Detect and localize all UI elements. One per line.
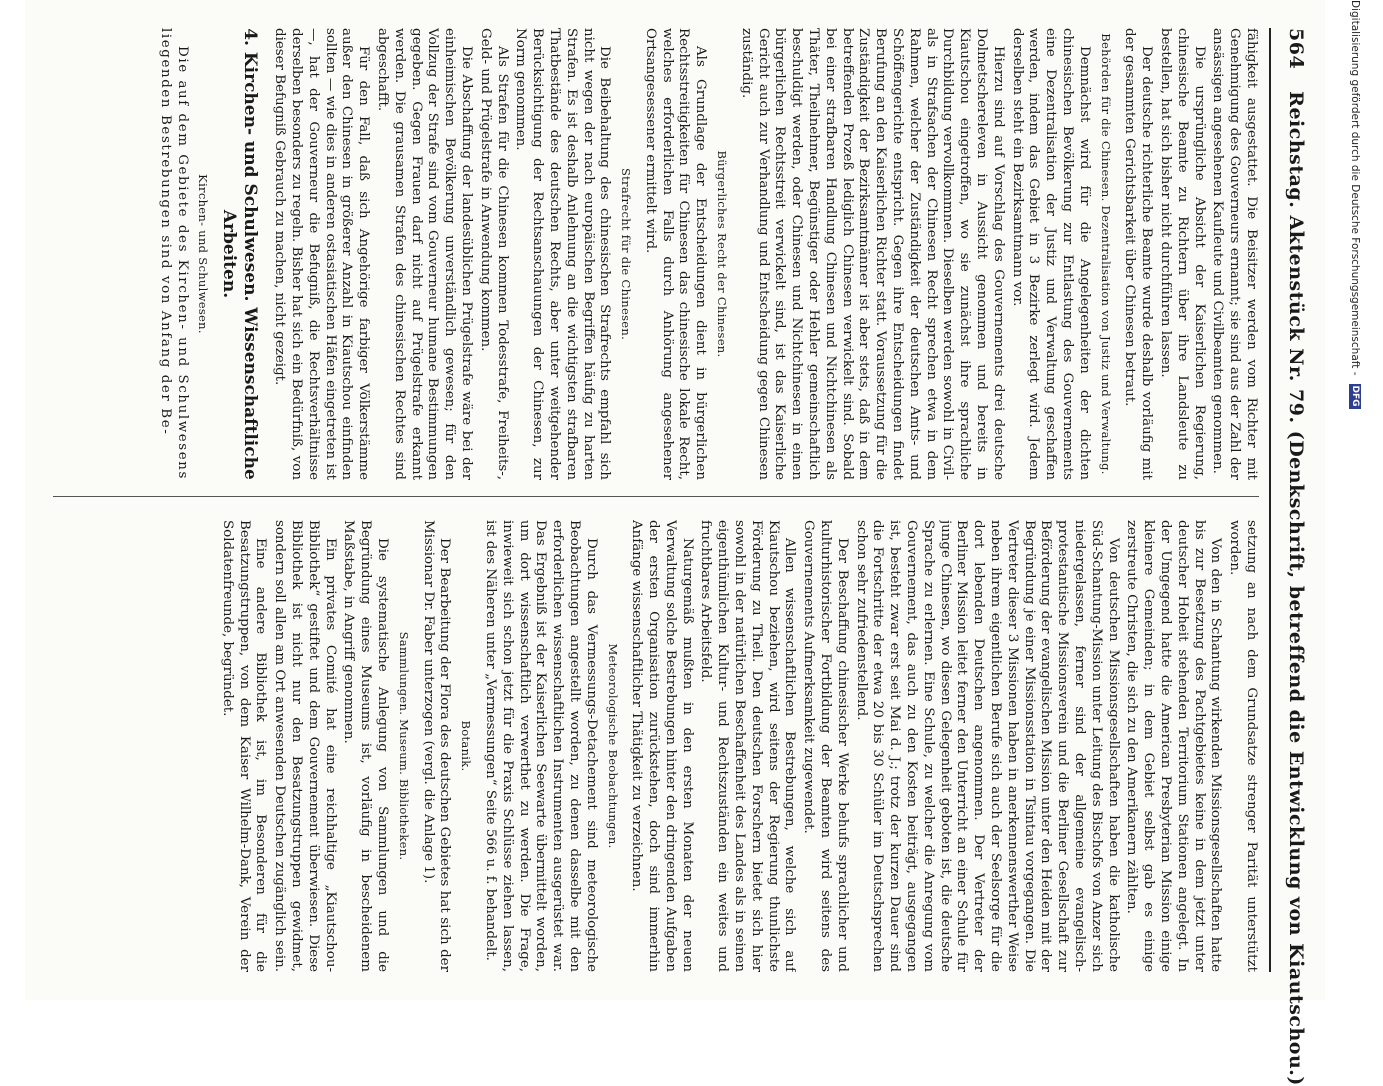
subheading: Kirchen- und Schulwesen. [196,174,211,334]
subheading: Behörden für die Chinesen. Dezentralisation von Justiz und Verwaltung. [1098,33,1113,475]
paragraph: fähigkeit ausgestattet. Die Beisitzer werden vom Richter mit Genehmigung des Gouverneurs ernannt; sie sind aus der Zahl der ansässigen angesehenen Kaufleute und Civilbeamten genommen. [1210,28,1259,480]
paragraph: Die auf dem Gebiete des Kirchen- und Schulwesens liegenden Bestrebungen sind von Anfang der Be- [157,28,190,480]
dfg-logo: DFG [1350,385,1360,407]
left-column [53,28,1259,480]
paragraph: Für den Fall, daß sich Angehörige farbiger Völkerstämme außer den Chinesen in größerer Anzahl in Kiautschou einfinden sollten — wie dies in anderen ostasiatischen Häfen eingetreten ist —, hat der Gouverneur die Befugniß, die Rechtsverhältnisse derselben besonders zu regeln. Bisher hat sich ein Bedürfniß, von dieser Befugniß Gebrauch zu machen, nicht gezeigt. [272,28,372,480]
paragraph: Die Beibehaltung des chinesischen Strafrechts empfahl sich nicht wegen der nach europäischen Begriffen häufig zu harten Strafen. Es ist deshalb Anlehnung an die wichtigsten strafbaren Thatbestände des deutschen Rechts, aber unter weitgehender Berücksichtigung der Rechtsanschauungen der Chinesen, zur Norm genommen. [513,28,613,480]
paragraph: Von deutschen Missionsgesellschaften haben die katholische Süd-Schantung-Mission unter Leitung des Bischofs von Anzer sich niedergelassen, ferner sind der allgemeine evangelisch-protestantische Missionsverein und die Berliner Gesellschaft zur Beförderung der evangelischen Mission unter den Heiden mit der Begründung je einer Missionsstation in Tsintau vorgegangen. Die Vertreter dieser 3 Missionen haben in anerkennenswerther Weise neben ihrem eigentlichen Berufe sich auch der Seelsorge für die dort lebenden Deutschen angenommen. Der Vertreter der Berliner Mission leitet ferner den Unterricht an einer Schule für junge Chinesen, wo diesen Gelegenheit geboten ist, die deutsche Sprache zu erlernen. Eine Schule, zu welcher die Anregung vom Gouvernement, das auch zu den Kosten beiträgt, ausgegangen ist, besteht zwar erst seit Mai d. J.; trotz der kurzen Dauer sind die Fortschritte der etwa 20 bis 30 Schüler im Deutschsprechen schon sehr zufriedenstellend. [853,520,1121,972]
paragraph: Die Abschaffung der landesüblichen Prügelstrafe wäre bei der einheimischen Bevölkerung unverständlich gewesen; für den Vollzug der Strafe sind vom Gouverneur humane Bestimmungen gegeben. Gegen Frauen darf nicht auf Prügelstrafe erkannt werden. Die grausamen Strafen des chinesischen Rechtes sind abgeschafft. [374,28,474,480]
document-page [25,0,1325,1086]
subheading: Strafrecht für die Chinesen. [619,167,634,341]
paragraph: Der Bearbeitung der Flora des deutschen Gebietes hat sich der Missionar Dr. Faber unterzogen (vergl. die Anlage 1). [420,520,453,972]
paragraph: Als Strafen für die Chinesen kommen Todesstrafe, Freiheits-, Geld- und Prügelstrafe in Anwendung kommen. [477,28,510,480]
paragraph: Eine andere Bibliothek ist, im Besonderen für die Besatzungstruppen, von dem Kaiser Wilhelm-Dank, Verein der Soldatenfreunde, begründet. [219,520,269,972]
page-number: 564 [1285,28,1307,70]
subheading: Botanik. [459,720,474,772]
subheading: Meteorologische Beobachtungen. [605,643,620,849]
paragraph: Der deutsche richterliche Beamte wurde deshalb vorläufig mit der gesammten Gerichtsbarkeit über Chinesen betraut. [1122,28,1155,480]
paragraph: Die ursprüngliche Absicht der Kaiserlichen Regierung, chinesische Beamte zu Richtern über ihre Landsleute zu bestellen, hat sich bisher nicht durchführen lassen. [1158,28,1207,480]
paragraph: Als Grundlage der Entscheidungen dient in bürgerlichen Rechtsstreitigkeiten für Chinesen das chinesische lokale Recht, welches erforderlichen Falls durch Anhörung angesehener Ortsangesessener ermittelt wird. [642,28,709,480]
paragraph: Von den in Schantung wirkenden Missionsgesellschaften hatte bis zur Besetzung des Pachtgebietes keine in dem jetzt unter deutscher Hoheit stehenden Territorium Stationen angelegt. In der Umgegend hatte die American Presbyterian Mission einige kleinere Gemeinden; in dem Gebiet selbst gab es einige zerstreute Christen, die sich zu den Amerikanern zählten. [1124,520,1224,972]
subheading: Bürgerliches Recht der Chinesen. [715,150,730,358]
paragraph: Der Beschaffung chinesischer Werke behufs sprachlicher und kulturhistorischer Fortbildung der Beamten wird seitens des Gouvernements Aufmerksamkeit zugewendet. [801,520,850,972]
credit-text: Digitalisierung gefördert durch die Deutsche Forschungsgemeinschaft - [1349,0,1361,376]
page-header [1269,28,1307,1086]
paragraph: Allen wissenschaftlichen Bestrebungen, welche sich auf Kiautschou beziehen, wird seitens der Regierung thunlichste Förderung zu Theil. Den deutschen Forschern bietet sich hier sowohl in der natürlichen Beschaffenheit des Landes als in seinen eigenthümlichen Kultur- und Rechtszuständen ein weites und fruchtbares Arbeitsfeld. [698,520,798,972]
section-heading: 4. Kirchen- und Schulwesen. Wissenschaftliche Arbeiten. [219,28,261,480]
column-divider [53,496,1259,497]
paragraph: Naturgemäß mußten in den ersten Monaten der neuen Verwaltung solche Bestrebungen hinter den dringenden Aufgaben der ersten Organisation zurückstehen, doch sind immerhin Anfänge wissenschaftlicher Thätigkeit zu verzeichnen. [629,520,695,972]
paragraph: setzung an nach dem Grundsatze strenger Parität unterstützt worden. [1227,520,1259,972]
running-title: Reichstag. Aktenstück Nr. 79. (Denkschrift, betreffend die Entwicklung von Kiautschou.) [1285,91,1307,1086]
paragraph: Ein privates Comité hat eine reichhaltige „Kiautschou-Bibliothek“ gestiftet und dem Gouvernement überwiesen. Diese Bibliothek ist nicht nur den Besatzungstruppen gewidmet, sondern soll allen am Ort anwesenden Deutschen zugänglich sein. [272,520,338,972]
subheading: Sammlungen. Museum. Bibliotheken. [396,631,411,861]
digitization-credit [1348,0,1362,1000]
paragraph: Die systematische Anlegung von Sammlungen und die Begründung eines Museums ist, vorläufig in bescheidenem Maßstabe, in Angriff genommen. [341,520,390,972]
paragraph: Durch das Vermessungs-Detachement sind meteorologische Beobachtungen angestellt worden, zu denen dasselbe mit den erforderlichen wissenschaftlichen Instrumenten ausgerüstet war. Das Ergebniß ist der Kaiserlichen Seewarte übermittelt worden, um dort wissenschaftlich verwerthet zu werden. Die Frage, inwieweit sich schon jetzt für die Praxis Schlüsse ziehen lassen, ist des Näheren unter „Vermessungen“ Seite 566 u. f. behandelt. [482,520,599,972]
paragraph: Demnächst wird für die Angelegenheiten der dichten chinesischen Bevölkerung zur Entlastung des Gouvernements eine Dezentralisation der Justiz und Verwaltung geschaffen werden, indem das Gebiet in 3 Bezirke zerlegt wird. Jedem derselben steht ein Bezirksamtmann vor. [1009,28,1092,480]
right-column [53,520,1259,972]
paragraph: Hierzu sind auf Vorschlag des Gouvernements drei deutsche Dolmetschereleven in Aussicht genommen und bereits in Kiautschou eingetroffen, wo sie zunächst ihre sprachliche Durchbildung vervollkommnen. Dieselben werden sowohl in Civil- als in Strafsachen der Chinesen Recht sprechen etwa in dem Rahmen, welcher der Zuständigkeit der deutschen Amts- und Schöffengerichte entspricht. Gegen ihre Entscheidungen findet Berufung an den Kaiserlichen Richter statt. Voraussetzung für die Zuständigkeit der Bezirksamtmänner ist aber stets, daß in dem betreffenden Prozeß lediglich Chinesen verwickelt sind. Sobald bei einer strafbaren Handlung Chinesen und Nichtchinesen als Thäter, Theilnehmer, Begünstiger oder Hehler gemeinschaftlich beschuldigt werden, oder Chinesen und Nichtchinesen in einen bürgerlichen Rechtsstreit verwickelt sind, ist das Kaiserliche Gericht auch zur Verhandlung und Entscheidung gegen Chinesen zuständig. [738,28,1006,480]
